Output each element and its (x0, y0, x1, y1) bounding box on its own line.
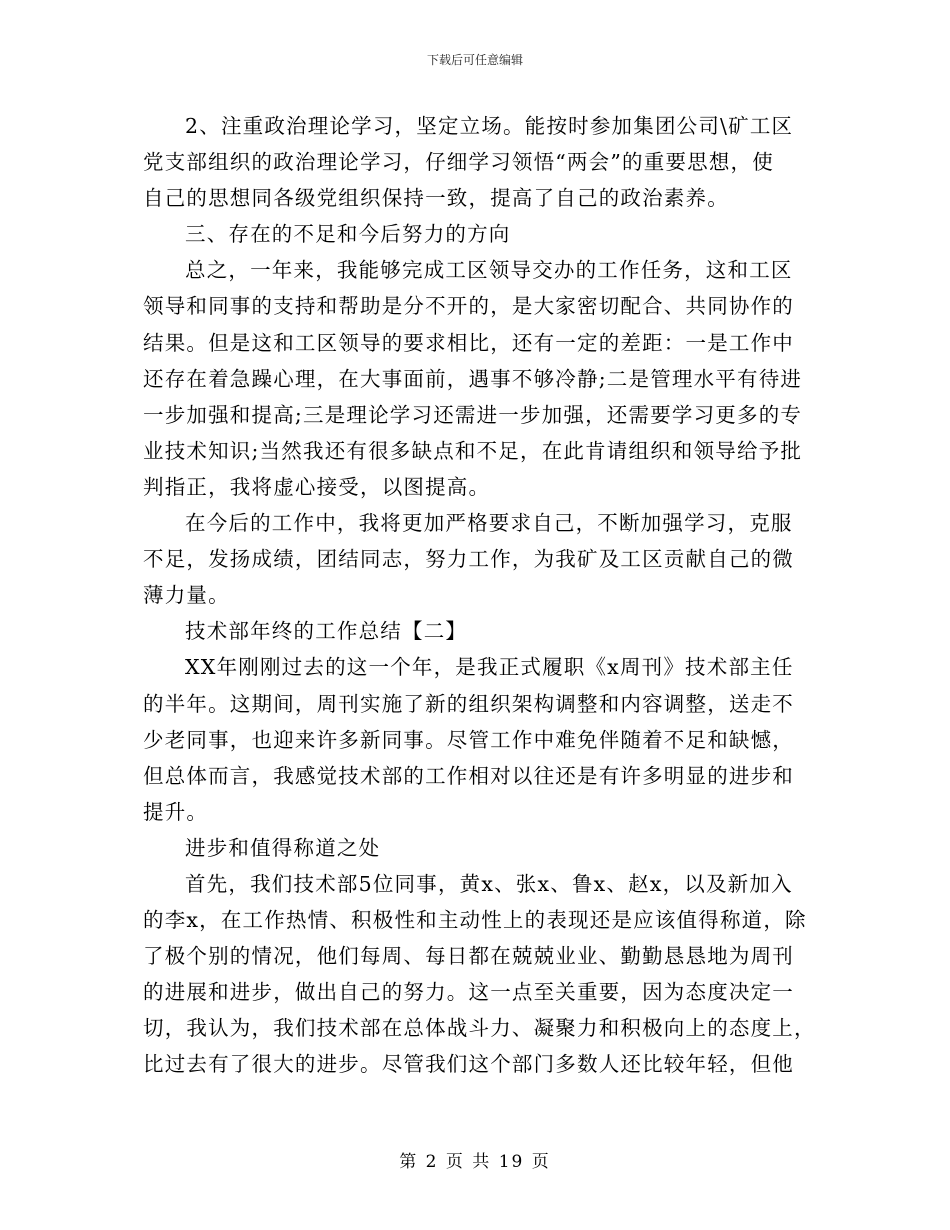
text-line: 业技术知识;当然我还有很多缺点和不足，在此肯请组织和领导给予批 (143, 438, 803, 463)
text-line: 提升。 (143, 799, 209, 824)
text-line: XX年刚刚过去的这一个年，是我正式履职《x周刊》技术部主任 (185, 655, 794, 680)
section-heading: 技术部年终的工作总结【二】 (185, 619, 468, 644)
text-line: 的半年。这期间，周刊实施了新的组织架构调整和内容调整，送走不 (143, 691, 794, 716)
text-line: 了极个别的情况，他们每周、每日都在兢兢业业、勤勤恳恳地为周刊 (143, 944, 794, 969)
text-line: 判指正，我将虚心接受，以图提高。 (143, 474, 491, 499)
section-heading: 三、存在的不足和今后努力的方向 (185, 222, 511, 247)
text-line: 但总体而言，我感觉技术部的工作相对以往还是有许多明显的进步和 (143, 763, 794, 788)
text-line: 首先，我们技术部5位同事，黄x、张x、鲁x、赵x，以及新加入 (185, 871, 793, 896)
text-line: 不足，发扬成绩，团结同志，努力工作，为我矿及工区贡献自己的微 (143, 547, 794, 572)
text-line: 总之，一年来，我能够完成工区领导交办的工作任务，这和工区 (185, 258, 793, 283)
page-header: 下载后可任意编辑 (426, 53, 523, 67)
text-line: 自己的思想同各级党组织保持一致，提高了自己的政治素养。 (143, 186, 729, 211)
text-line: 比过去有了很大的进步。尽管我们这个部门多数人还比较年轻，但他 (143, 1052, 794, 1077)
text-line: 一步加强和提高;三是理论学习还需进一步加强，还需要学习更多的专 (143, 402, 803, 427)
text-line: 薄力量。 (143, 583, 230, 608)
text-line: 少老同事，也迎来许多新同事。尽管工作中难免伴随着不足和缺憾， (143, 727, 794, 752)
text-line: 2、注重政治理论学习，坚定立场。能按时参加集团公司\矿工区 (185, 114, 794, 138)
text-line: 的进展和进步，做出自己的努力。这一点至关重要，因为态度决定一 (143, 980, 794, 1005)
text-line: 还存在着急躁心理，在大事面前，遇事不够冷静;二是管理水平有待进 (143, 366, 803, 391)
text-line: 的李x，在工作热情、积极性和主动性上的表现还是应该值得称道，除 (143, 908, 807, 933)
text-line: 切，我认为，我们技术部在总体战斗力、凝聚力和积极向上的态度上， (143, 1016, 816, 1041)
text-line: 领导和同事的支持和帮助是分不开的，是大家密切配合、共同协作的 (143, 294, 794, 319)
text-line: 结果。但是这和工区领导的要求相比，还有一定的差距：一是工作中 (143, 330, 794, 355)
text-line: 在今后的工作中，我将更加严格要求自己，不断加强学习，克服 (185, 511, 793, 536)
text-line: 党支部组织的政治理论学习，仔细学习领悟“两会”的重要思想，使 (143, 150, 774, 175)
document-body (143, 108, 816, 1083)
page-number: 第 2 页 共 19 页 (399, 1152, 551, 1172)
section-heading: 进步和值得称道之处 (185, 835, 381, 860)
